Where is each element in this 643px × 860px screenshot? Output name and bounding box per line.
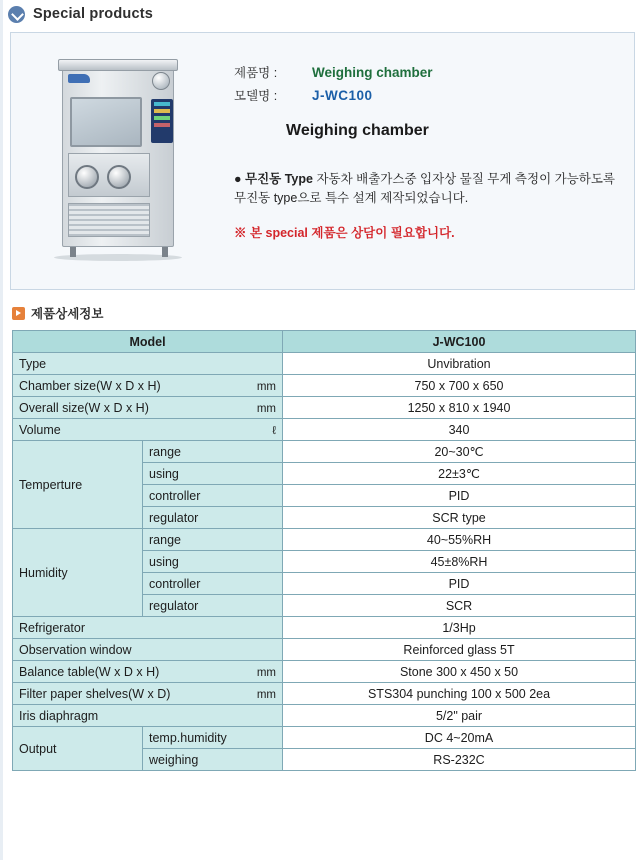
check-circle-icon <box>8 6 25 23</box>
table-row <box>13 529 636 551</box>
spec-label <box>13 375 283 397</box>
spec-value: Stone 300 x 450 x 50 <box>283 661 636 683</box>
spec-value: 20~30℃ <box>283 441 636 463</box>
spec-label-unit: mm <box>256 666 277 679</box>
spec-label-text: Balance table(W x D x H) <box>19 664 160 679</box>
spec-group-label: Temperture <box>13 441 143 529</box>
detail-section-label <box>12 304 643 322</box>
spec-sub-label: regulator <box>143 595 283 617</box>
spec-label <box>13 353 283 375</box>
brand-logo-icon <box>68 74 90 83</box>
spec-value: PID <box>283 573 636 595</box>
spec-value: 22±3℃ <box>283 463 636 485</box>
spec-value: RS-232C <box>283 749 636 771</box>
table-row <box>13 397 636 419</box>
arrow-right-icon <box>12 307 25 320</box>
spec-header-value: J-WC100 <box>283 331 636 353</box>
spec-value: 340 <box>283 419 636 441</box>
spec-sub-label: temp.humidity <box>143 727 283 749</box>
spec-label-unit: mm <box>256 402 277 415</box>
panel-light-1 <box>154 102 170 106</box>
spec-label-text: Observation window <box>19 642 132 657</box>
page-title: Special products <box>33 6 154 22</box>
spec-label-unit: ℓ <box>272 424 277 437</box>
page-header <box>0 0 643 28</box>
spec-header-model: Model <box>13 331 283 353</box>
spec-label-text: Chamber size(W x D x H) <box>19 378 161 393</box>
spec-sub-label: range <box>143 529 283 551</box>
spec-value: 40~55%RH <box>283 529 636 551</box>
spec-label <box>13 617 283 639</box>
detail-section-text: 제품상세정보 <box>31 307 104 321</box>
spec-value: DC 4~20mA <box>283 727 636 749</box>
description-highlight: ● 무진동 Type <box>234 172 313 186</box>
spec-label <box>13 661 283 683</box>
panel-light-4 <box>154 123 170 127</box>
model-name-key: 모델명 : <box>234 89 278 103</box>
table-row <box>13 661 636 683</box>
table-row <box>13 705 636 727</box>
spec-label-text: Volume <box>19 422 61 437</box>
spec-value: 1250 x 810 x 1940 <box>283 397 636 419</box>
spec-label-text: Refrigerator <box>19 620 85 635</box>
spec-value: 1/3Hp <box>283 617 636 639</box>
spec-sub-label: regulator <box>143 507 283 529</box>
model-name-row <box>234 86 624 104</box>
table-row <box>13 419 636 441</box>
panel-light-2 <box>154 109 170 113</box>
spec-value: Unvibration <box>283 353 636 375</box>
product-info <box>226 33 634 289</box>
spec-label-text: Iris diaphragm <box>19 708 99 723</box>
table-row <box>13 375 636 397</box>
product-image <box>11 33 226 289</box>
table-row <box>13 683 636 705</box>
ventilation-grille <box>68 203 150 237</box>
spec-label <box>13 397 283 419</box>
spec-label-unit: mm <box>256 688 277 701</box>
spec-value: 750 x 700 x 650 <box>283 375 636 397</box>
observation-window <box>70 97 142 147</box>
spec-value: PID <box>283 485 636 507</box>
chamber-foot-left <box>70 247 76 257</box>
spec-value: SCR <box>283 595 636 617</box>
table-row <box>13 353 636 375</box>
spec-value: Reinforced glass 5T <box>283 639 636 661</box>
spec-value: SCR type <box>283 507 636 529</box>
spec-table <box>12 330 636 771</box>
spec-label-unit: mm <box>256 380 277 393</box>
spec-label <box>13 419 283 441</box>
table-row <box>13 727 636 749</box>
spec-value: 5/2" pair <box>283 705 636 727</box>
iris-diaphragm-port-left <box>75 165 99 189</box>
product-description <box>234 170 624 209</box>
product-heading: Weighing chamber <box>286 122 429 139</box>
spec-table-header-row <box>13 331 636 353</box>
spec-group-label: Output <box>13 727 143 771</box>
spec-label <box>13 639 283 661</box>
chamber-top-cover <box>58 59 178 71</box>
page-left-edge <box>0 0 3 860</box>
spec-sub-label: controller <box>143 485 283 507</box>
iris-diaphragm-port-right <box>107 165 131 189</box>
table-row <box>13 617 636 639</box>
product-name-value: Weighing chamber <box>312 65 433 80</box>
pressure-dial-icon <box>152 72 170 90</box>
spec-sub-label: using <box>143 551 283 573</box>
spec-label <box>13 705 283 727</box>
spec-label-text: Type <box>19 356 47 371</box>
spec-label-text: Overall size(W x D x H) <box>19 400 149 415</box>
weighing-chamber-illustration <box>44 57 194 257</box>
spec-sub-label: range <box>143 441 283 463</box>
product-summary-panel <box>10 32 635 290</box>
chamber-foot-right <box>162 247 168 257</box>
spec-sub-label: weighing <box>143 749 283 771</box>
product-name-row <box>234 63 624 81</box>
table-row <box>13 639 636 661</box>
control-panel <box>151 99 173 143</box>
model-name-value: J-WC100 <box>312 88 373 103</box>
spec-value: 45±8%RH <box>283 551 636 573</box>
description-text: 자동차 배출가스중 입자상 물질 무게 측정이 가능하도록 무진동 type으로 특수 설계 제작되었습니다. <box>234 172 616 206</box>
spec-label-text: Filter paper shelves(W x D) <box>19 686 171 701</box>
spec-sub-label: controller <box>143 573 283 595</box>
spec-sub-label: using <box>143 463 283 485</box>
spec-value: STS304 punching 100 x 500 2ea <box>283 683 636 705</box>
product-name-key: 제품명 : <box>234 66 278 80</box>
table-row <box>13 441 636 463</box>
spec-group-label: Humidity <box>13 529 143 617</box>
panel-light-3 <box>154 116 170 120</box>
spec-label <box>13 683 283 705</box>
consultation-note: ※ 본 special 제품은 상담이 필요합니다. <box>234 225 455 240</box>
